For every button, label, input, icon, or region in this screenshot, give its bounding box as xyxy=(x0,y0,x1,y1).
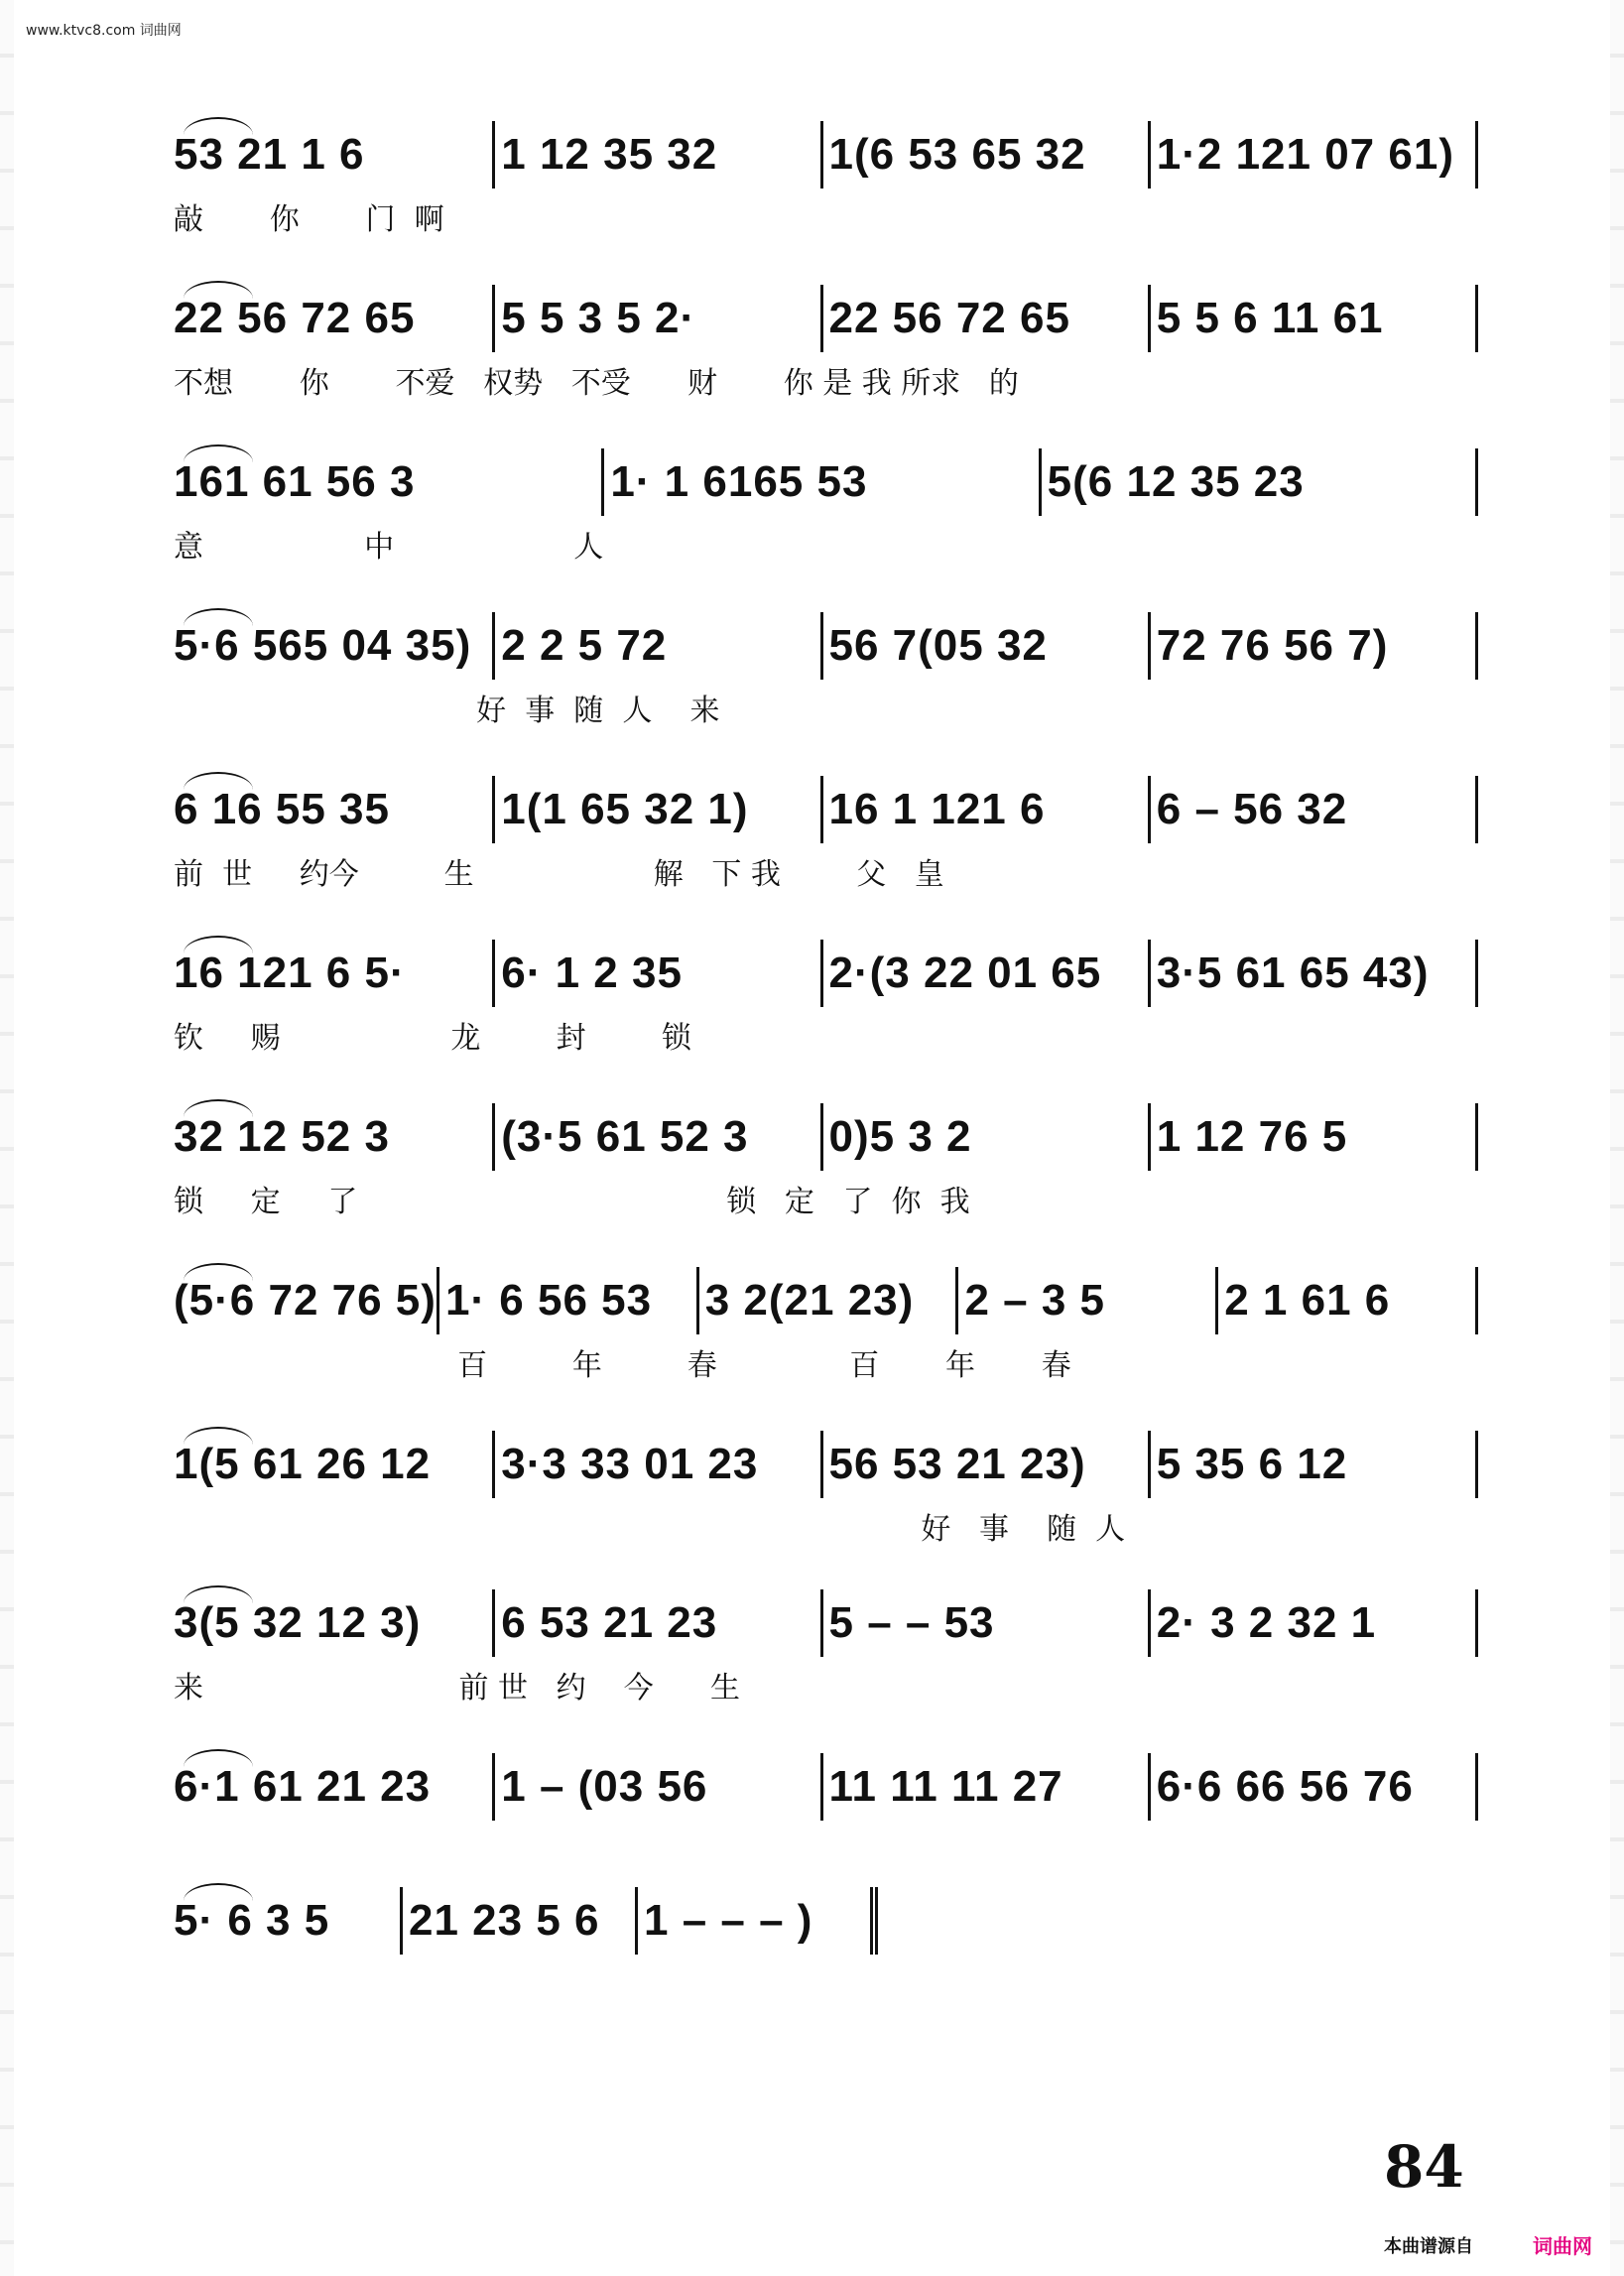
measure: 1(1 65 32 1) xyxy=(495,776,822,843)
measure: 2·(3 22 01 65 xyxy=(823,940,1151,1007)
measure: 5 35 6 12 xyxy=(1151,1431,1478,1498)
lyrics-line: 前 世 约今 生 解 下 我 父 皇 xyxy=(174,857,944,892)
measure: 32 12 52 3 xyxy=(174,1103,495,1171)
notation-line xyxy=(174,283,1478,352)
lyrics-line: 来 前 世 约 今 生 xyxy=(174,1671,740,1706)
notation-line xyxy=(174,1265,1478,1334)
music-system xyxy=(174,774,1478,893)
notation-line xyxy=(174,1429,1478,1498)
measure: 3·5 61 65 43) xyxy=(1151,940,1478,1007)
music-system xyxy=(174,1101,1478,1220)
measure: 1 – – – ) xyxy=(638,1887,878,1955)
lyrics-line: 锁 定 了 锁 定 了 你 我 xyxy=(174,1185,970,1219)
notation-line xyxy=(174,610,1478,680)
music-system xyxy=(174,1265,1478,1384)
notation-line xyxy=(174,938,1478,1007)
measure: (5·6 72 76 5) xyxy=(174,1267,439,1334)
notation-line xyxy=(174,1751,1478,1821)
measure: 16 1 121 6 xyxy=(823,776,1151,843)
notation-line xyxy=(174,119,1478,189)
measure: 2 2 5 72 xyxy=(495,612,822,680)
header-url: www.ktvc8.com 词曲网 xyxy=(26,23,182,39)
measure: 5 – – 53 xyxy=(823,1589,1151,1657)
measure: 22 56 72 65 xyxy=(174,285,495,352)
measure: 5 5 6 11 61 xyxy=(1151,285,1478,352)
measure: 0)5 3 2 xyxy=(823,1103,1151,1171)
measure: 1 12 76 5 xyxy=(1151,1103,1478,1171)
lyrics-line: 百 年 春 百 年 春 xyxy=(174,1348,1071,1383)
measure: 3·3 33 01 23 xyxy=(495,1431,822,1498)
measure: 2 1 61 6 xyxy=(1218,1267,1478,1334)
notation-line xyxy=(174,1101,1478,1171)
footer-source-label: 本曲谱源自 xyxy=(1384,2236,1473,2257)
measure: 6·1 61 21 23 xyxy=(174,1753,495,1821)
music-system xyxy=(174,1885,878,2004)
measure: 1 12 35 32 xyxy=(495,121,822,189)
measure: 161 61 56 3 xyxy=(174,448,604,516)
music-system xyxy=(174,119,1478,238)
measure: 72 76 56 7) xyxy=(1151,612,1478,680)
music-system xyxy=(174,610,1478,729)
notation-line xyxy=(174,1587,1478,1657)
lyrics-line: 意 中 人 xyxy=(174,530,604,565)
measure: 53 21 1 6 xyxy=(174,121,495,189)
measure: 2· 3 2 32 1 xyxy=(1151,1589,1478,1657)
measure: 1· 6 56 53 xyxy=(439,1267,699,1334)
lyrics-line: 不想 你 不爱 权势 不受 财 你 是 我 所求 的 xyxy=(174,366,1019,401)
measure: 5·6 565 04 35) xyxy=(174,612,495,680)
music-system xyxy=(174,1751,1478,1870)
measure: 1·2 121 07 61) xyxy=(1151,121,1478,189)
right-margin-strip xyxy=(1610,0,1624,2276)
music-system xyxy=(174,446,1478,566)
measure: 1· 1 6165 53 xyxy=(604,448,1041,516)
music-system xyxy=(174,1587,1478,1707)
measure: 1(6 53 65 32 xyxy=(823,121,1151,189)
notation-line xyxy=(174,446,1478,516)
measure: 2 – 3 5 xyxy=(958,1267,1218,1334)
measure: 21 23 5 6 xyxy=(403,1887,638,1955)
lyrics-line: 敲 你 门 啊 xyxy=(174,202,444,237)
music-system xyxy=(174,938,1478,1057)
lyrics-line xyxy=(174,1960,878,2004)
measure: 3 2(21 23) xyxy=(699,1267,959,1334)
measure: 6·6 66 56 76 xyxy=(1151,1753,1478,1821)
measure: 1(5 61 26 12 xyxy=(174,1431,495,1498)
measure: 5(6 12 35 23 xyxy=(1042,448,1478,516)
measure: 11 11 11 27 xyxy=(823,1753,1151,1821)
measure: 1 – (03 56 xyxy=(495,1753,822,1821)
notation-line xyxy=(174,1885,878,1955)
measure: 5 5 3 5 2· xyxy=(495,285,822,352)
lyrics-line: 好 事 随 人 xyxy=(174,1512,1126,1547)
notation-line xyxy=(174,774,1478,843)
music-system xyxy=(174,283,1478,402)
measure: 5· 6 3 5 xyxy=(174,1887,403,1955)
footer-brand-label: 词曲网 xyxy=(1533,2234,1592,2258)
measure: 22 56 72 65 xyxy=(823,285,1151,352)
measure: 6 53 21 23 xyxy=(495,1589,822,1657)
measure: 6 – 56 32 xyxy=(1151,776,1478,843)
measure: 3(5 32 12 3) xyxy=(174,1589,495,1657)
lyrics-line: 好 事 随 人 来 xyxy=(174,694,720,728)
measure: 56 7(05 32 xyxy=(823,612,1151,680)
measure: 6· 1 2 35 xyxy=(495,940,822,1007)
measure: 56 53 21 23) xyxy=(823,1431,1151,1498)
page-number: 84 xyxy=(1384,2133,1464,2201)
left-margin-strip xyxy=(0,0,14,2276)
measure: 6 16 55 35 xyxy=(174,776,495,843)
lyrics-line xyxy=(174,1827,1478,1870)
measure: 16 121 6 5· xyxy=(174,940,495,1007)
measure: (3·5 61 52 3 xyxy=(495,1103,822,1171)
music-system xyxy=(174,1429,1478,1548)
lyrics-line: 钦 赐 龙 封 锁 xyxy=(174,1021,691,1056)
